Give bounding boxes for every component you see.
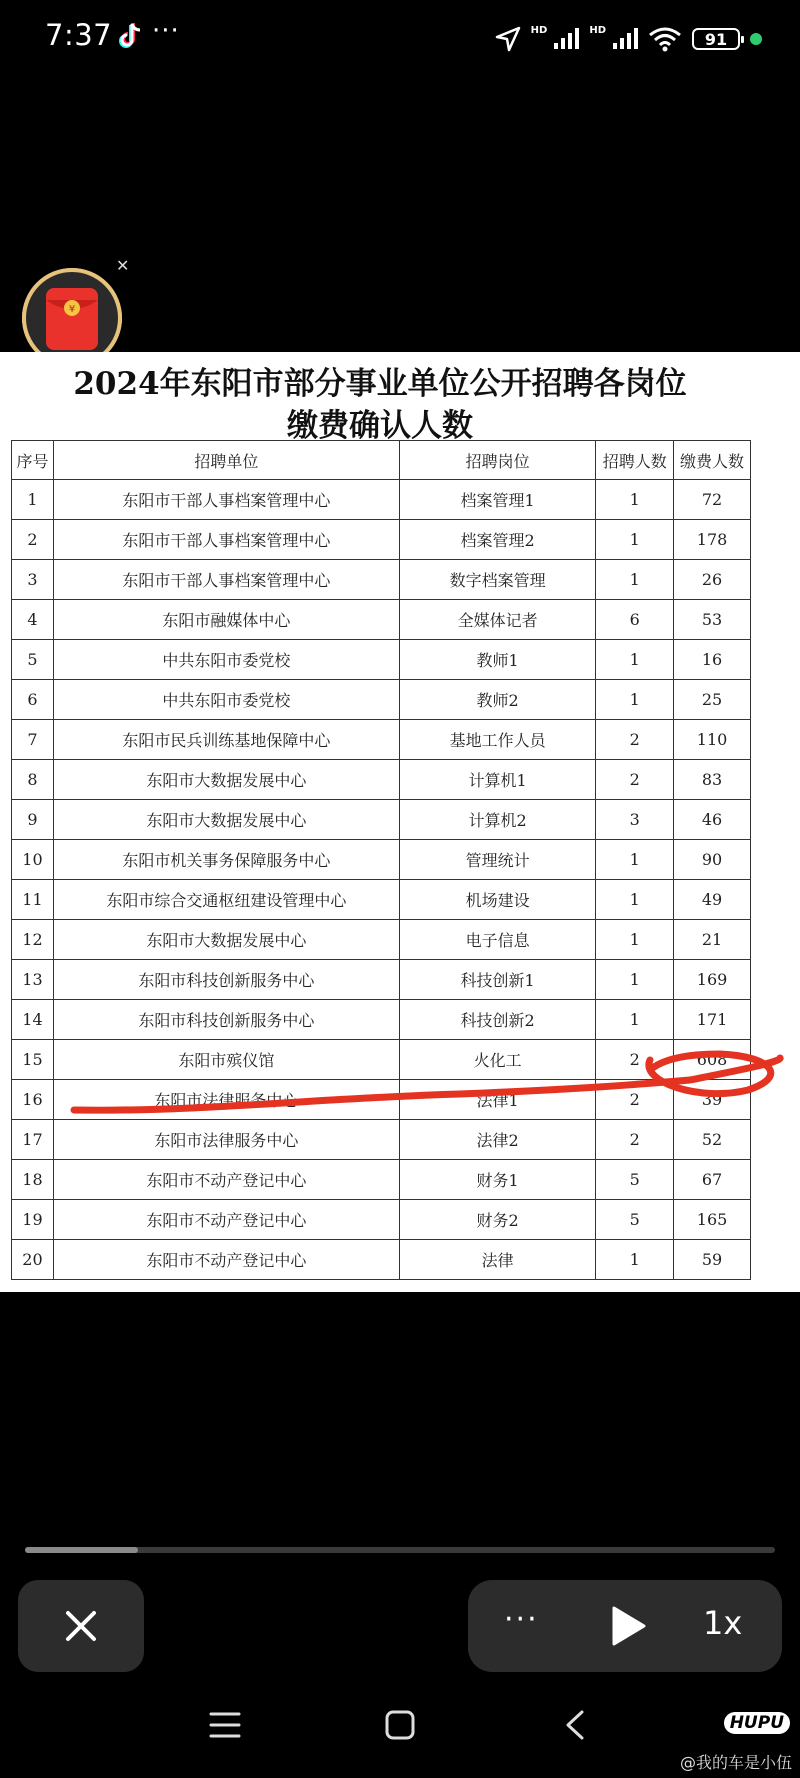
table-row: [12, 680, 751, 720]
cell-hiring-count: 6: [596, 600, 674, 640]
table-row: [12, 760, 751, 800]
cell-unit: 东阳市科技创新服务中心: [53, 960, 399, 1000]
table-row: [12, 1120, 751, 1160]
hd-label-2: HD: [589, 24, 606, 36]
cell-hiring-count: 1: [596, 680, 674, 720]
table-row: [12, 960, 751, 1000]
cell-hiring-count: 2: [596, 720, 674, 760]
video-progress-fill: [25, 1547, 138, 1553]
cell-unit: 东阳市法律服务中心: [53, 1120, 399, 1160]
playback-speed-button[interactable]: 1x: [703, 1604, 743, 1642]
document-image: [0, 352, 800, 1292]
cell-position: 法律1: [399, 1080, 595, 1120]
cell-hiring-count: 1: [596, 480, 674, 520]
cell-paid-count: 110: [674, 720, 751, 760]
header-position: 招聘岗位: [399, 441, 595, 480]
cell-position: 档案管理2: [399, 520, 595, 560]
hd-label-1: HD: [530, 24, 548, 36]
svg-text:¥: ¥: [68, 304, 76, 315]
tiktok-icon: [118, 22, 144, 50]
table-header-row: [12, 441, 751, 480]
table-row: [12, 800, 751, 840]
cell-unit: 东阳市法律服务中心: [53, 1080, 399, 1120]
cell-hiring-count: 2: [596, 1080, 674, 1120]
table-row: [12, 1000, 751, 1040]
cell-hiring-count: 1: [596, 1000, 674, 1040]
cell-paid-count: 178: [674, 520, 751, 560]
cell-index: 20: [12, 1240, 54, 1280]
table-row: [12, 1040, 751, 1080]
cell-unit: 东阳市机关事务保障服务中心: [53, 840, 399, 880]
cell-unit: 东阳市融媒体中心: [53, 600, 399, 640]
cell-index: 18: [12, 1160, 54, 1200]
cell-hiring-count: 1: [596, 840, 674, 880]
back-icon[interactable]: [560, 1708, 590, 1742]
cell-index: 12: [12, 920, 54, 960]
cell-index: 10: [12, 840, 54, 880]
cell-unit: 东阳市大数据发展中心: [53, 920, 399, 960]
cell-paid-count: 49: [674, 880, 751, 920]
table-row: [12, 1240, 751, 1280]
cell-paid-count: 53: [674, 600, 751, 640]
cell-hiring-count: 1: [596, 560, 674, 600]
cell-unit: 中共东阳市委党校: [53, 680, 399, 720]
header-hiring-count: 招聘人数: [596, 441, 674, 480]
player-control-group: [468, 1580, 782, 1672]
cell-paid-count: 165: [674, 1200, 751, 1240]
cell-hiring-count: 1: [596, 1240, 674, 1280]
cell-unit: 东阳市综合交通枢纽建设管理中心: [53, 880, 399, 920]
header-index: 序号: [12, 441, 54, 480]
signal-icon-1: [553, 28, 579, 50]
cell-position: 电子信息: [399, 920, 595, 960]
cell-paid-count: 16: [674, 640, 751, 680]
close-icon: [63, 1608, 99, 1644]
cell-unit: 东阳市干部人事档案管理中心: [53, 520, 399, 560]
table-row: [12, 520, 751, 560]
cell-position: 财务1: [399, 1160, 595, 1200]
cell-paid-count: 171: [674, 1000, 751, 1040]
home-icon[interactable]: [383, 1708, 417, 1742]
cell-unit: 东阳市殡仪馆: [53, 1040, 399, 1080]
table-row: [12, 920, 751, 960]
cell-hiring-count: 1: [596, 880, 674, 920]
close-button[interactable]: [18, 1580, 144, 1672]
header-unit: 招聘单位: [53, 441, 399, 480]
cell-paid-count: 90: [674, 840, 751, 880]
cell-index: 19: [12, 1200, 54, 1240]
table-row: [12, 600, 751, 640]
document-title-line2: 缴费确认人数: [287, 408, 473, 444]
cell-hiring-count: 1: [596, 640, 674, 680]
cell-position: 法律: [399, 1240, 595, 1280]
cell-position: 机场建设: [399, 880, 595, 920]
cell-paid-count: 39: [674, 1080, 751, 1120]
cell-index: 1: [12, 480, 54, 520]
cell-paid-count: 21: [674, 920, 751, 960]
cell-index: 7: [12, 720, 54, 760]
cell-position: 科技创新2: [399, 1000, 595, 1040]
cell-position: 法律2: [399, 1120, 595, 1160]
video-progress-bar[interactable]: [25, 1547, 775, 1553]
cell-hiring-count: 3: [596, 800, 674, 840]
cell-paid-count: 59: [674, 1240, 751, 1280]
cell-hiring-count: 2: [596, 760, 674, 800]
table-row: [12, 1200, 751, 1240]
cell-unit: 东阳市大数据发展中心: [53, 800, 399, 840]
location-arrow-icon: [495, 26, 521, 52]
cell-position: 数字档案管理: [399, 560, 595, 600]
cell-index: 5: [12, 640, 54, 680]
table-row: [12, 560, 751, 600]
cell-unit: 东阳市干部人事档案管理中心: [53, 560, 399, 600]
cell-hiring-count: 1: [596, 520, 674, 560]
cell-position: 教师2: [399, 680, 595, 720]
cell-paid-count: 26: [674, 560, 751, 600]
table-row: [12, 480, 751, 520]
menu-icon[interactable]: [208, 1708, 242, 1742]
cell-index: 9: [12, 800, 54, 840]
cell-index: 4: [12, 600, 54, 640]
recruitment-table: [11, 440, 751, 1280]
cell-paid-count: 169: [674, 960, 751, 1000]
cell-index: 13: [12, 960, 54, 1000]
hupu-logo: HUPU: [724, 1712, 790, 1734]
cell-unit: 东阳市大数据发展中心: [53, 760, 399, 800]
watermark-text: @我的车是小伍: [679, 1753, 792, 1772]
cell-index: 16: [12, 1080, 54, 1120]
cell-unit: 东阳市科技创新服务中心: [53, 1000, 399, 1040]
header-paid-count: 缴费人数: [674, 441, 751, 480]
table-row: [12, 1160, 751, 1200]
table-row: [12, 640, 751, 680]
wifi-icon: [648, 26, 682, 52]
cell-position: 火化工: [399, 1040, 595, 1080]
cell-position: 管理统计: [399, 840, 595, 880]
cell-paid-count: 72: [674, 480, 751, 520]
cell-unit: 东阳市不动产登记中心: [53, 1200, 399, 1240]
status-time: 7:37: [45, 18, 113, 52]
document-title-line1: 2024年东阳市部分事业单位公开招聘各岗位: [73, 366, 687, 402]
cell-unit: 东阳市不动产登记中心: [53, 1160, 399, 1200]
cell-unit: 东阳市干部人事档案管理中心: [53, 480, 399, 520]
cell-position: 计算机2: [399, 800, 595, 840]
table-row: [12, 880, 751, 920]
cell-unit: 东阳市民兵训练基地保障中心: [53, 720, 399, 760]
more-options-button[interactable]: ···: [504, 1602, 539, 1637]
status-more-icon: ···: [152, 16, 180, 46]
cell-index: 2: [12, 520, 54, 560]
cell-position: 科技创新1: [399, 960, 595, 1000]
red-packet-close-icon[interactable]: ✕: [116, 256, 130, 275]
cell-hiring-count: 1: [596, 920, 674, 960]
play-icon[interactable]: [608, 1604, 648, 1648]
cell-unit: 东阳市不动产登记中心: [53, 1240, 399, 1280]
cell-position: 财务2: [399, 1200, 595, 1240]
cell-hiring-count: 2: [596, 1040, 674, 1080]
cell-hiring-count: 1: [596, 960, 674, 1000]
cell-paid-count: 46: [674, 800, 751, 840]
battery-indicator: 91: [692, 28, 740, 50]
status-indicators: [495, 24, 762, 54]
cell-hiring-count: 5: [596, 1200, 674, 1240]
cell-paid-count: 25: [674, 680, 751, 720]
table-row: [12, 720, 751, 760]
cell-position: 档案管理1: [399, 480, 595, 520]
cell-paid-count: 67: [674, 1160, 751, 1200]
cell-index: 17: [12, 1120, 54, 1160]
cell-paid-count: 83: [674, 760, 751, 800]
cell-position: 计算机1: [399, 760, 595, 800]
cell-paid-count: 52: [674, 1120, 751, 1160]
cell-unit: 中共东阳市委党校: [53, 640, 399, 680]
cell-position: 教师1: [399, 640, 595, 680]
cell-hiring-count: 2: [596, 1120, 674, 1160]
cell-hiring-count: 5: [596, 1160, 674, 1200]
privacy-dot: [750, 33, 762, 45]
signal-icon-2: [612, 28, 638, 50]
cell-paid-count: 608: [674, 1040, 751, 1080]
cell-position: 基地工作人员: [399, 720, 595, 760]
table-row: [12, 1080, 751, 1120]
cell-index: 14: [12, 1000, 54, 1040]
cell-position: 全媒体记者: [399, 600, 595, 640]
cell-index: 15: [12, 1040, 54, 1080]
cell-index: 6: [12, 680, 54, 720]
cell-index: 8: [12, 760, 54, 800]
table-row: [12, 840, 751, 880]
cell-index: 3: [12, 560, 54, 600]
cell-index: 11: [12, 880, 54, 920]
